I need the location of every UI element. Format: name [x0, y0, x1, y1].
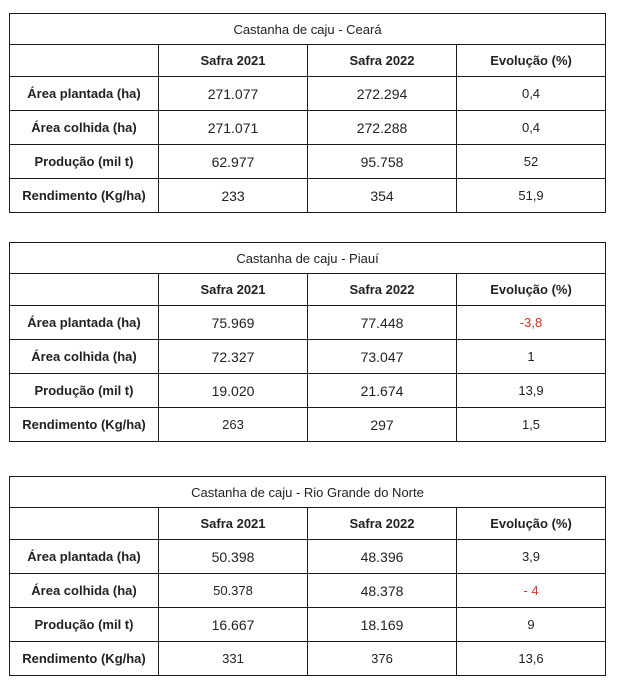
- cell-evolucao: 1: [457, 340, 606, 374]
- cell-safra-2022: 354: [308, 179, 457, 213]
- cell-safra-2022: 18.169: [308, 608, 457, 642]
- cell-safra-2022: 73.047: [308, 340, 457, 374]
- cell-safra-2021: 75.969: [159, 306, 308, 340]
- header-empty: [10, 45, 159, 77]
- cell-evolucao: 13,9: [457, 374, 606, 408]
- cell-safra-2022: 21.674: [308, 374, 457, 408]
- table-ceara: [9, 13, 606, 213]
- row-label: Rendimento (Kg/ha): [10, 408, 159, 442]
- table-caption-row: [10, 14, 606, 45]
- header-safra-2021: Safra 2021: [159, 274, 308, 306]
- cell-safra-2021: 19.020: [159, 374, 308, 408]
- cell-safra-2021: 50.378: [159, 574, 308, 608]
- header-safra-2021: Safra 2021: [159, 508, 308, 540]
- cell-safra-2021: 271.071: [159, 111, 308, 145]
- cell-safra-2022: 48.378: [308, 574, 457, 608]
- cell-safra-2022: 272.294: [308, 77, 457, 111]
- table-row: [10, 574, 606, 608]
- table-caption: Castanha de caju - Piauí: [10, 243, 606, 274]
- header-safra-2021: Safra 2021: [159, 45, 308, 77]
- row-label: Rendimento (Kg/ha): [10, 179, 159, 213]
- table-row: [10, 408, 606, 442]
- cell-evolucao: 1,5: [457, 408, 606, 442]
- table-row: [10, 306, 606, 340]
- row-label: Produção (mil t): [10, 608, 159, 642]
- table-row: [10, 608, 606, 642]
- table-caption: Castanha de caju - Ceará: [10, 14, 606, 45]
- header-safra-2022: Safra 2022: [308, 274, 457, 306]
- table-caption-row: [10, 243, 606, 274]
- cell-safra-2021: 50.398: [159, 540, 308, 574]
- header-empty: [10, 274, 159, 306]
- cell-safra-2021: 16.667: [159, 608, 308, 642]
- row-label: Produção (mil t): [10, 374, 159, 408]
- table-rio-grande-do-norte: [9, 476, 606, 676]
- table-row: [10, 340, 606, 374]
- table-caption-row: [10, 477, 606, 508]
- cell-safra-2022: 376: [308, 642, 457, 676]
- cell-evolucao-negative: -3,8: [457, 306, 606, 340]
- cell-evolucao: 0,4: [457, 77, 606, 111]
- header-evolucao: Evolução (%): [457, 274, 606, 306]
- table-row: [10, 179, 606, 213]
- cell-safra-2021: 263: [159, 408, 308, 442]
- header-empty: [10, 508, 159, 540]
- row-label: Área colhida (ha): [10, 340, 159, 374]
- cell-evolucao: 9: [457, 608, 606, 642]
- cell-evolucao: 13,6: [457, 642, 606, 676]
- table-row: [10, 374, 606, 408]
- cell-safra-2022: 95.758: [308, 145, 457, 179]
- table-header-row: [10, 45, 606, 77]
- cell-evolucao-negative: - 4: [457, 574, 606, 608]
- row-label: Área colhida (ha): [10, 574, 159, 608]
- row-label: Área plantada (ha): [10, 77, 159, 111]
- cell-evolucao: 0,4: [457, 111, 606, 145]
- cell-safra-2021: 331: [159, 642, 308, 676]
- row-label: Área colhida (ha): [10, 111, 159, 145]
- cell-safra-2022: 48.396: [308, 540, 457, 574]
- table-row: [10, 145, 606, 179]
- cell-safra-2022: 272.288: [308, 111, 457, 145]
- table-caption: Castanha de caju - Rio Grande do Norte: [10, 477, 606, 508]
- cell-safra-2021: 72.327: [159, 340, 308, 374]
- cell-evolucao: 52: [457, 145, 606, 179]
- header-safra-2022: Safra 2022: [308, 45, 457, 77]
- table-row: [10, 540, 606, 574]
- cell-safra-2021: 271.077: [159, 77, 308, 111]
- cell-evolucao: 51,9: [457, 179, 606, 213]
- table-header-row: [10, 508, 606, 540]
- header-evolucao: Evolução (%): [457, 508, 606, 540]
- header-safra-2022: Safra 2022: [308, 508, 457, 540]
- header-evolucao: Evolução (%): [457, 45, 606, 77]
- cell-safra-2021: 62.977: [159, 145, 308, 179]
- row-label: Área plantada (ha): [10, 540, 159, 574]
- row-label: Rendimento (Kg/ha): [10, 642, 159, 676]
- table-header-row: [10, 274, 606, 306]
- cell-safra-2022: 77.448: [308, 306, 457, 340]
- table-row: [10, 77, 606, 111]
- table-piaui: [9, 242, 606, 442]
- table-row: [10, 111, 606, 145]
- row-label: Área plantada (ha): [10, 306, 159, 340]
- cell-safra-2022: 297: [308, 408, 457, 442]
- cell-safra-2021: 233: [159, 179, 308, 213]
- table-row: [10, 642, 606, 676]
- cell-evolucao: 3,9: [457, 540, 606, 574]
- row-label: Produção (mil t): [10, 145, 159, 179]
